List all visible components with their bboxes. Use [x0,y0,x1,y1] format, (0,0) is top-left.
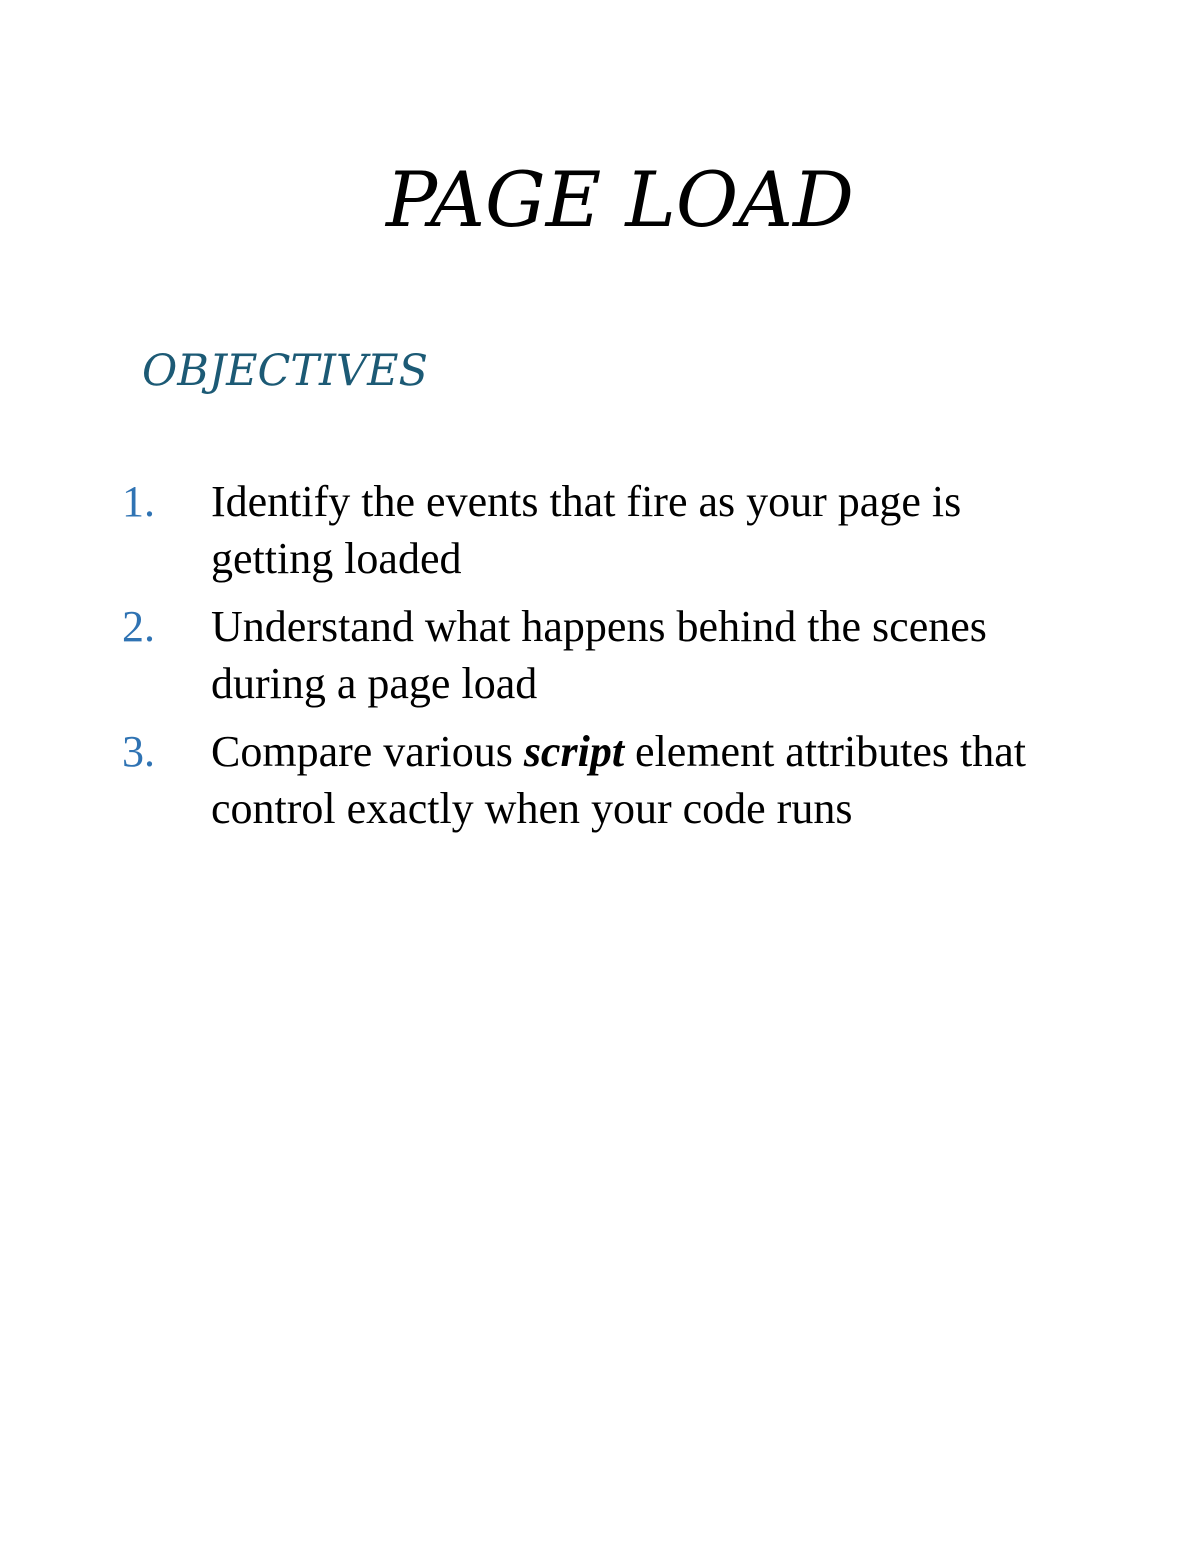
list-item-text-after: element attributes that control exactly when your code runs [211,727,1027,833]
list-item-text: Understand what happens behind the scenes during a page load [211,602,987,708]
section-heading-objectives: OBJECTIVES [142,346,428,396]
list-item-number: 3. [122,727,155,776]
list-item-number: 1. [122,477,155,526]
list-item-text [211,723,1071,837]
list-item-text: Identify the events that fire as your page is getting loaded [211,477,962,583]
page-title: PAGE LOAD [386,155,854,244]
list-item-number: 2. [122,602,155,651]
script-emphasis: script [523,727,625,776]
list-item-text-before: Compare various [211,727,524,776]
